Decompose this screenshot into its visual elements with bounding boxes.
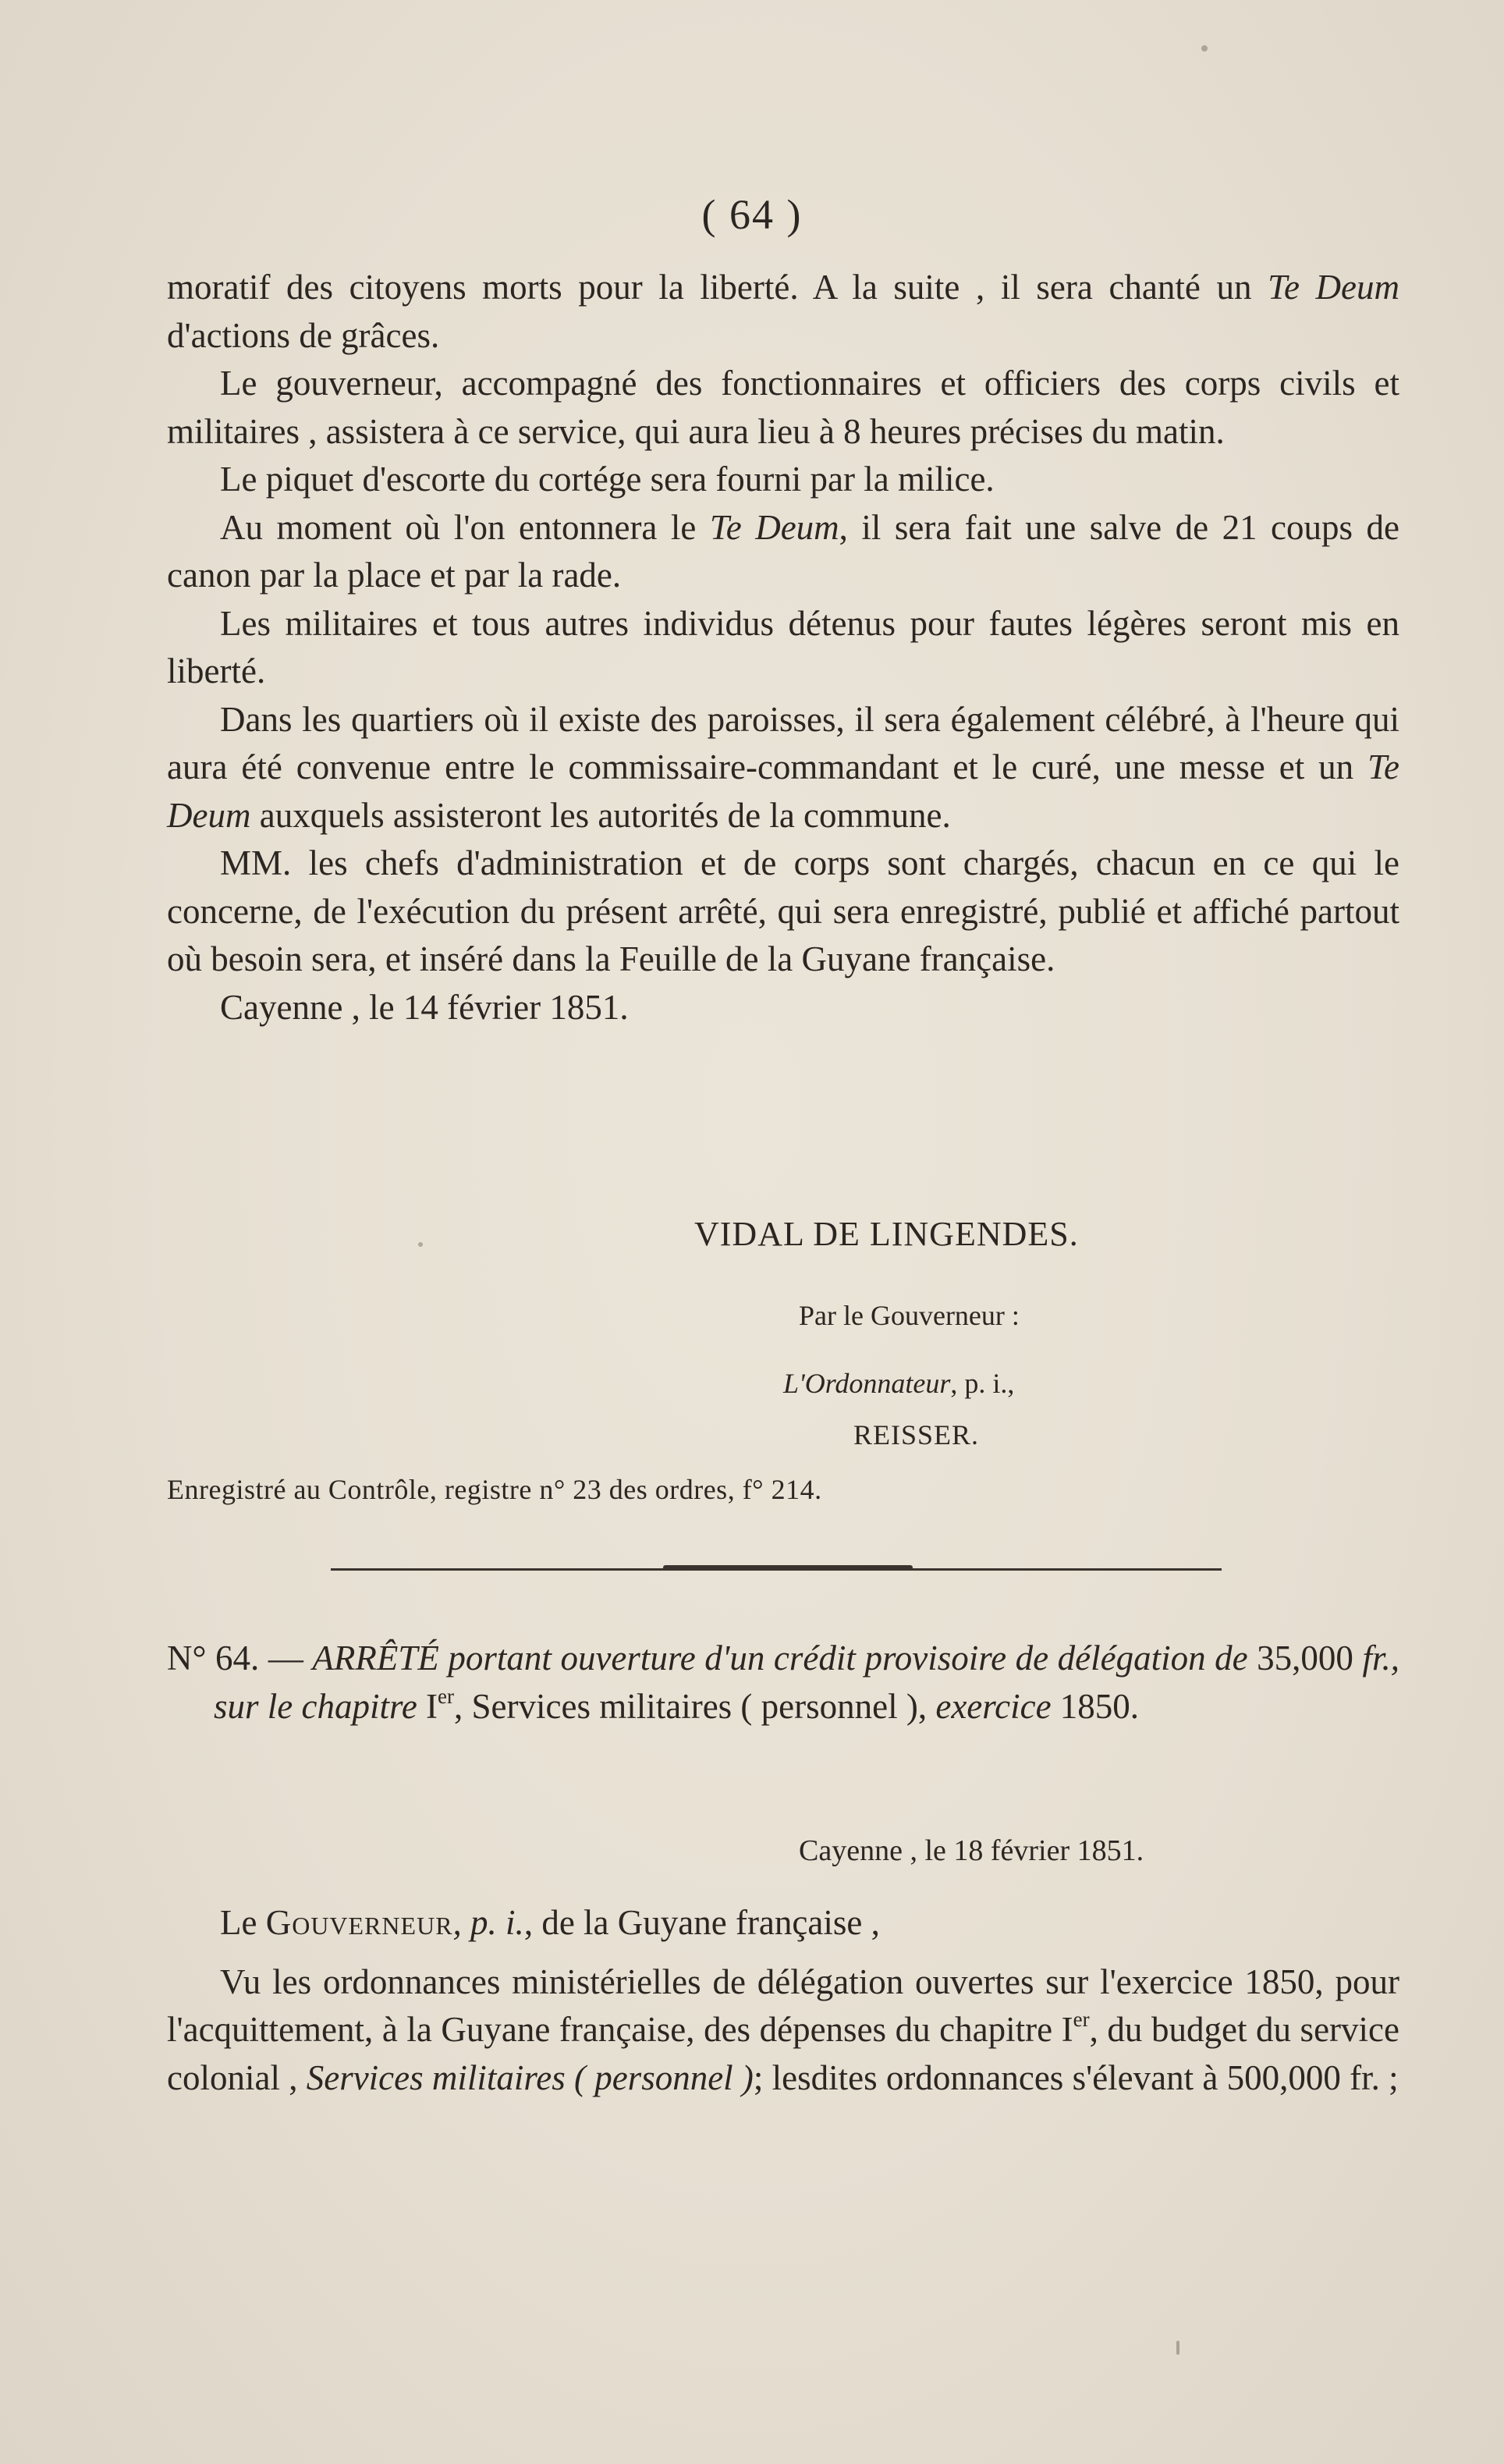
superscript: er bbox=[1073, 2008, 1090, 2032]
paragraph-vu bbox=[167, 1958, 1399, 2103]
text-run: auxquels assisteront les autorités de la commune. bbox=[250, 795, 951, 835]
section-divider-thick bbox=[663, 1565, 913, 1570]
text-run-italic: Te Deum bbox=[709, 507, 839, 547]
paragraph-salute bbox=[167, 504, 1399, 600]
text-run: Le bbox=[220, 1903, 266, 1942]
paper-speck bbox=[1176, 2341, 1179, 2355]
text-run: , il sera fait une salve de 21 coups de canon par la place et par la rade. bbox=[167, 507, 1399, 595]
text-run: Vu les ordonnances ministérielles de délégation ouvertes sur l'exercice 1850, pour l'acquittement, à la Guyane française, des dépenses du chapitre I bbox=[167, 1962, 1399, 2049]
paragraph-escort: Le piquet d'escorte du cortége sera fourni par la milice. bbox=[220, 460, 995, 499]
arrete-dateline: Cayenne , le 18 février 1851. bbox=[799, 1834, 1144, 1867]
paragraph-release: Les militaires et tous autres individus détenus pour fautes légères seront mis en liberté. bbox=[167, 603, 1399, 691]
arrete-body bbox=[167, 1899, 1399, 2102]
text-run-italic: ARRÊTÉ portant ouverture d'un crédit provisoire de délégation de bbox=[312, 1639, 1248, 1678]
paragraph-date: Cayenne , le 14 février 1851. bbox=[220, 987, 629, 1027]
text-run: ; lesdites ordonnances s'élevant à 500,000 fr. ; bbox=[753, 2057, 1399, 2097]
text-run-italic: , p. i. bbox=[452, 1903, 524, 1942]
text-run-italic: Te Deum bbox=[167, 747, 1399, 835]
arrete-number: N° 64. — bbox=[167, 1639, 313, 1678]
text-run: 1850. bbox=[1051, 1687, 1140, 1726]
paper-speck bbox=[418, 1242, 423, 1247]
decree-text-top bbox=[167, 264, 1399, 1031]
paragraph-execution: MM. les chefs d'administration et de corps sont chargés, chacun en ce qui le concerne, de l'exécution du présent arrêté, qui sera enregistré, publié et affiché partout où besoin sera, et inséré dans la Feuille de la Guyane française. bbox=[167, 843, 1399, 978]
ordonnateur-line bbox=[783, 1367, 1014, 1400]
text-run: Dans les quartiers où il existe des paroisses, il sera également célébré, à l'heure qui aura été convenue entre le commissaire-commandant et le curé, une messe et un bbox=[167, 699, 1399, 786]
signatory-name: VIDAL DE LINGENDES. bbox=[694, 1215, 1079, 1253]
text-run-smallcaps: Gouverneur bbox=[265, 1903, 453, 1942]
arrete-heading bbox=[167, 1634, 1399, 1731]
text-run: , Services militaires ( personnel ), bbox=[454, 1687, 936, 1726]
text-run-italic: exercice bbox=[935, 1687, 1052, 1726]
arrete-title bbox=[167, 1634, 1399, 1731]
text-run: 35,000 bbox=[1247, 1639, 1363, 1678]
page-number: ( 64 ) bbox=[701, 191, 803, 238]
text-run-italic: Te Deum bbox=[1268, 268, 1399, 307]
superscript: er bbox=[438, 1685, 455, 1709]
text-run-italic: Services militaires ( personnel ) bbox=[306, 2057, 754, 2097]
paragraph-parishes bbox=[167, 696, 1399, 840]
text-run: Au moment où l'on entonnera le bbox=[220, 507, 710, 547]
text-run: I bbox=[417, 1687, 438, 1726]
text-run: , de la Guyane française , bbox=[523, 1903, 880, 1942]
by-the-governor: Par le Gouverneur : bbox=[799, 1300, 1020, 1331]
paper-speck bbox=[1201, 45, 1208, 51]
paragraph-commemoration bbox=[167, 264, 1399, 360]
paragraph-governor-attendance: Le gouverneur, accompagné des fonctionnaires et officiers des corps civils et militaires , assistera à ce service, qui aura lieu à 8 heures précises du matin. bbox=[167, 364, 1399, 451]
paragraph-governor-intro bbox=[167, 1899, 1399, 1947]
registration-note: Enregistré au Contrôle, registre n° 23 des ordres, f° 214. bbox=[167, 1474, 822, 1505]
ordonnateur-label: L'Ordonnateur bbox=[783, 1368, 951, 1399]
text-run: d'actions de grâces. bbox=[167, 315, 440, 355]
text-run-italic: fr., sur le chapitre bbox=[214, 1639, 1399, 1726]
text-run: moratif des citoyens morts pour la liberté. A la suite , il sera chanté un bbox=[167, 268, 1268, 307]
text-run: , du budget du service colonial , bbox=[167, 2010, 1399, 2097]
ordonnateur-suffix: , p. i., bbox=[950, 1368, 1015, 1399]
countersignatory-name: REISSER. bbox=[853, 1419, 980, 1450]
